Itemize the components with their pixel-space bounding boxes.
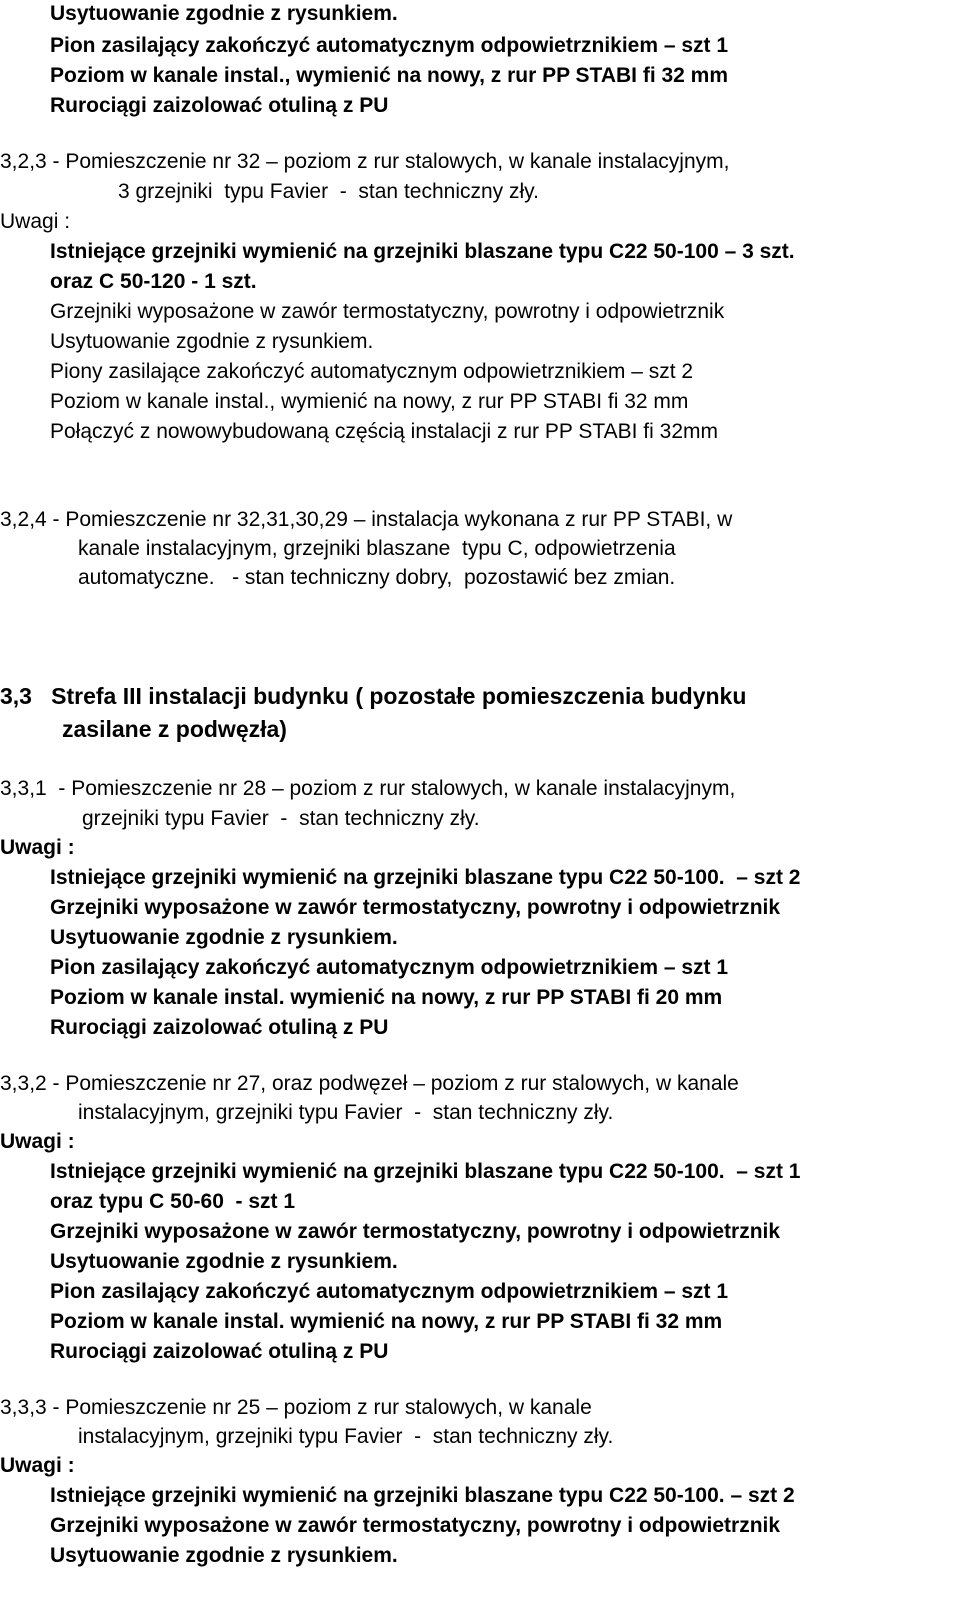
- text-line: Istniejące grzejniki wymienić na grzejniki blaszane typu C22 50-100 – 3 szt.: [50, 240, 795, 263]
- text-line: grzejniki typu Favier - stan techniczny zły.: [82, 807, 480, 830]
- text-line: oraz C 50-120 - 1 szt.: [50, 270, 257, 293]
- text-line: Grzejniki wyposażone w zawór termostatyczny, powrotny i odpowietrznik: [50, 896, 781, 919]
- text-line: Poziom w kanale instal. wymienić na nowy, z rur PP STABI fi 32 mm: [50, 1310, 723, 1333]
- text-line: Grzejniki wyposażone w zawór termostatyczny, powrotny i odpowietrznik: [50, 1220, 781, 1243]
- text-line: oraz typu C 50-60 - szt 1: [50, 1190, 296, 1213]
- text-line: Pion zasilający zakończyć automatycznym odpowietrznikiem – szt 1: [50, 34, 729, 57]
- remarks-label: Uwagi :: [0, 836, 75, 859]
- text-line: instalacyjnym, grzejniki typu Favier - stan techniczny zły.: [78, 1101, 614, 1124]
- remarks-label: Uwagi :: [0, 1454, 75, 1477]
- section-3-3-1-heading: 3,3,1 - Pomieszczenie nr 28 – poziom z rur stalowych, w kanale instalacyjnym,: [0, 777, 736, 800]
- text-line: Grzejniki wyposażone w zawór termostatyczny, powrotny i odpowietrznik: [50, 1514, 781, 1537]
- text-line: Istniejące grzejniki wymienić na grzejniki blaszane typu C22 50-100. – szt 1: [50, 1160, 801, 1183]
- section-3-3-3-heading: 3,3,3 - Pomieszczenie nr 25 – poziom z rur stalowych, w kanale: [0, 1396, 592, 1419]
- text-line: Piony zasilające zakończyć automatycznym odpowietrznikiem – szt 2: [50, 360, 694, 383]
- text-line: Rurociągi zaizolować otuliną z PU: [50, 1016, 389, 1039]
- remarks-label: Uwagi :: [0, 210, 71, 233]
- text-line: Usytuowanie zgodnie z rysunkiem.: [50, 2, 398, 25]
- section-3-2-4-heading: 3,2,4 - Pomieszczenie nr 32,31,30,29 – instalacja wykonana z rur PP STABI, w: [0, 508, 733, 531]
- text-line: Poziom w kanale instal., wymienić na nowy, z rur PP STABI fi 32 mm: [50, 390, 689, 413]
- text-line: Usytuowanie zgodnie z rysunkiem.: [50, 926, 398, 949]
- text-line: 3 grzejniki typu Favier - stan techniczny zły.: [118, 180, 539, 203]
- text-line: Rurociągi zaizolować otuliną z PU: [50, 1340, 389, 1363]
- section-3-2-3-heading: 3,2,3 - Pomieszczenie nr 32 – poziom z rur stalowych, w kanale instalacyjnym,: [0, 150, 730, 173]
- text-line: Poziom w kanale instal., wymienić na nowy, z rur PP STABI fi 32 mm: [50, 64, 729, 87]
- text-line: kanale instalacyjnym, grzejniki blaszane typu C, odpowietrzenia: [78, 537, 676, 560]
- text-line: Istniejące grzejniki wymienić na grzejniki blaszane typu C22 50-100. – szt 2: [50, 1484, 795, 1507]
- text-line: Grzejniki wyposażone w zawór termostatyczny, powrotny i odpowietrznik: [50, 300, 725, 323]
- text-line: Usytuowanie zgodnie z rysunkiem.: [50, 1544, 398, 1567]
- section-3-3-heading: 3,3 Strefa III instalacji budynku ( pozostałe pomieszczenia budynku: [0, 683, 747, 709]
- remarks-label: Uwagi :: [0, 1130, 75, 1153]
- text-line: automatyczne. - stan techniczny dobry, pozostawić bez zmian.: [78, 566, 676, 589]
- text-line: instalacyjnym, grzejniki typu Favier - stan techniczny zły.: [78, 1425, 614, 1448]
- section-3-3-heading-cont: zasilane z podwęzła): [62, 716, 287, 742]
- text-line: Rurociągi zaizolować otuliną z PU: [50, 94, 389, 117]
- text-line: Połączyć z nowowybudowaną częścią instalacji z rur PP STABI fi 32mm: [50, 420, 718, 443]
- text-line: Pion zasilający zakończyć automatycznym odpowietrznikiem – szt 1: [50, 956, 729, 979]
- text-line: Pion zasilający zakończyć automatycznym odpowietrznikiem – szt 1: [50, 1280, 729, 1303]
- section-3-3-2-heading: 3,3,2 - Pomieszczenie nr 27, oraz podwęzeł – poziom z rur stalowych, w kanale: [0, 1072, 739, 1095]
- text-line: Istniejące grzejniki wymienić na grzejniki blaszane typu C22 50-100. – szt 2: [50, 866, 801, 889]
- text-line: Usytuowanie zgodnie z rysunkiem.: [50, 1250, 398, 1273]
- text-line: Poziom w kanale instal. wymienić na nowy, z rur PP STABI fi 20 mm: [50, 986, 723, 1009]
- text-line: Usytuowanie zgodnie z rysunkiem.: [50, 330, 374, 353]
